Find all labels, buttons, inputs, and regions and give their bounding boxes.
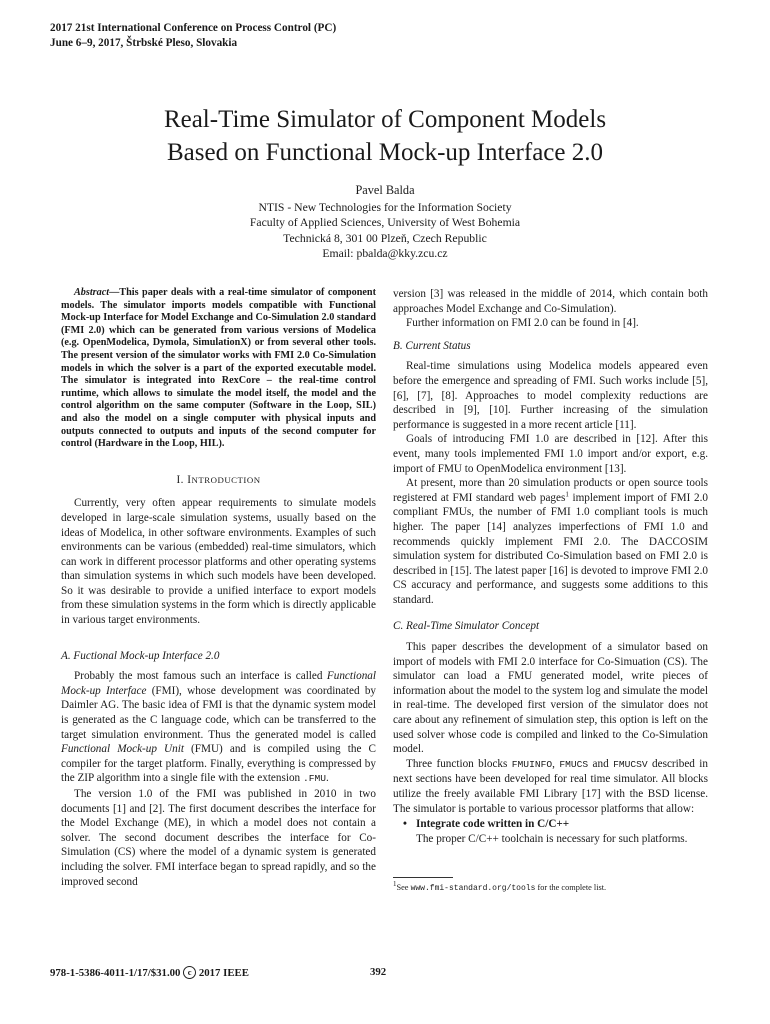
author-block [0, 183, 770, 262]
section-title-rest: NTRODUCTION [191, 474, 261, 485]
text-run: described in next sections have been developed for real time simulator. All blocks utilize the freely available FMI Library [17] with the BSD license. The simulator is portable to various processor platforms that allow: [393, 757, 709, 815]
concept-paragraph-1: This paper describes the development of a simulator based on import of models with FMI 2.0 interface for Co-Simuation (CS). The simulator can load a FMU generated model, write pieces of information about the model to the system log and simulate the model in real-time. The developed first version of the simulator does not care about any refinement of simulation step, this option is left on the used solver whose code is compiled and linked to the Co-Simulation model. [393, 641, 708, 756]
status-paragraph-3 [393, 476, 708, 607]
copyright-year: 2017 IEEE [198, 967, 249, 979]
section-heading-introduction [61, 473, 376, 488]
footnote-url: www.fmi-standard.org/tools [410, 884, 536, 893]
page-footer-copyright [50, 966, 249, 979]
subsection-heading-c: C. Real-Time Simulator Concept [393, 620, 540, 633]
further-info-paragraph: Further information on FMI 2.0 can be found in [4]. [406, 317, 639, 330]
footnote [393, 882, 713, 894]
status-paragraph-1: Real-time simulations using Modelica models appeared even before the emergence and spreading of FMI. Such works include [5], [6], [7], [8]. Approaches to model complexity reductions are described in [9], [10]. Further increasing of the simulation performance is suggested in a more recent article [11]. [393, 360, 708, 431]
page-number: 392 [370, 966, 387, 978]
block-name-fmucs: FMUCS [559, 758, 589, 770]
footnote-number: 1 [393, 880, 397, 889]
subsection-heading-a: A. Fuctional Mock-up Interface 2.0 [61, 649, 220, 662]
bullet-dot: • [403, 818, 407, 831]
title-line-2: Based on Functional Mock-up Interface 2.0 [167, 139, 603, 166]
block-name-fmucsv: FMUCSV [613, 758, 648, 770]
footnote-rule [393, 877, 453, 878]
text-run: (FMU) and is compiled using the C compiler for the target platform. Finally, everything is compressed by the ZIP algorithm into a single file with the extension [61, 743, 376, 785]
text-run: Three function blocks [406, 757, 512, 770]
isbn-price: 978-1-5386-4011-1/17/$31.00 [50, 967, 184, 979]
subsection-heading-b: B. Current Status [393, 339, 471, 352]
abstract-text: This paper deals with a real-time simulator of component models. The simulator imports models compatible with Functional Mock-up Interface for Model Exchange and Co-Simulation 2.0 standard (FMI 2.0) which can be generated from various versions of Modelica (e.g. OpenModelica, Dymola, SimulationX) or from several other tools. The present version of the simulator works with FMI 2.0 Co-Simulation models in which the solver is a part of the exported executable model. The simulator is integrated into RexCore – the real-time control runtime, which allows to simulate the model itself, the model and the control algorithm on the same computer (Software in the Loop, SIL) and also the model on a single computer with physical inputs and outputs connected to outputs and inputs of the second computer for control (Hardware in the Loop, HIL). [61, 287, 376, 450]
continued-paragraph: version [3] was released in the middle of 2014, which contain both approaches Model Exchange and Co-Simulation). [393, 288, 708, 315]
file-extension: .FMU [302, 773, 326, 785]
fmi-paragraph-2: The version 1.0 of the FMI was published in 2010 in two documents [1] and [2]. The first document describes the interface for the Model Exchange (ME), in which a model does not contain a solver. The second document describes the interface for Co-Simulation (CS) where the model of a dynamic system is generated including the solver. FMI interface began to spread rapidly, and so the improved second [61, 788, 376, 888]
author-email: Email: pbalda@kky.zcu.cz [322, 247, 448, 260]
conference-name: 2017 21st International Conference on Process Control (PC) [50, 22, 337, 34]
text-run: (FMI), whose development was coordinated by Daimler AG. The basic idea of FMI is that the dynamic system model is generated as the C language code, which can be transferred to the target simulation environment. Thus the generated model is called [61, 684, 377, 741]
author-affiliation-1: NTIS - New Technologies for the Information Society [258, 200, 512, 214]
text-run: At present, more than 20 simulation products or open source tools registered at FMI standard web pages [393, 477, 708, 504]
text-run: and [588, 757, 614, 770]
abstract [61, 287, 376, 451]
author-address: Technická 8, 301 00 Plzeň, Czech Republic [283, 231, 487, 245]
term-fmi: Functional Mock-up Interface [61, 670, 376, 697]
footnote-text: for the complete list. [535, 883, 607, 892]
title-line-1: Real-Time Simulator of Component Models [163, 106, 607, 133]
concept-paragraph-2 [393, 757, 708, 816]
text-run: Probably the most famous such an interface is called [74, 670, 327, 683]
footnote-text: See [396, 883, 411, 892]
text-run: . [325, 772, 329, 785]
abstract-label: Abstract [74, 287, 110, 298]
bullet-title: Integrate code written in C/C++ [416, 818, 570, 831]
copyright-icon: c [183, 966, 196, 979]
bullet-item [393, 817, 708, 832]
section-title-initial: I [187, 473, 192, 486]
paper-title [0, 103, 770, 169]
abstract-dash: — [109, 287, 120, 298]
section-numeral: I. [176, 473, 188, 486]
intro-paragraph: Currently, very often appear requirements to simulate models developed in large-scale simulation systems, usually based on the ideas of Modelica, in other software environments. Examples of such environments can be various (embedded) real-time simulators, which can work in different processor platforms and other operating systems than simulation systems in which such models have been developed. So it was desirable to provide a unified interface to export models from these simulation systems in the form which is directly applicable in various target environments. [61, 497, 376, 627]
term-fmu: Functional Mock-up Unit [61, 743, 184, 756]
block-name-fmuinfo: FMUINFO [511, 758, 553, 770]
author-affiliation-2: Faculty of Applied Sciences, University of West Bohemia [249, 216, 521, 229]
right-column [393, 287, 708, 846]
text-run: , [552, 757, 560, 770]
fmi-paragraph-1 [61, 669, 376, 787]
footnote-marker: 1 [565, 489, 569, 498]
author-name: Pavel Balda [355, 183, 415, 197]
left-column [61, 287, 376, 889]
text-run: implement import of FMI 2.0 compliant FMUs, the number of FMI 1.0 compliant tools is much higher. The paper [14] analyzes imperfections of FMI 1.0 and recommends quickly implement FMI 2.0. The DACCOSIM simulation system for distributed Co-Simulation based on FMI 2.0 is described in [15]. The latest paper [16] is devoted to improve FMI 2.0 CS accuracy and performance, and suggests some additions to this standard. [393, 491, 708, 606]
conference-header [50, 21, 336, 51]
bullet-body: The proper C/C++ toolchain is necessary for such platforms. [416, 832, 688, 845]
status-paragraph-2: Goals of introducing FMI 1.0 are described in [12]. After this event, many tools implemented FMI 1.0 import and/or export, e.g. import of FMU to OpenModelica environment [13]. [393, 433, 708, 475]
conference-date-place: June 6–9, 2017, Štrbské Pleso, Slovakia [50, 37, 238, 49]
